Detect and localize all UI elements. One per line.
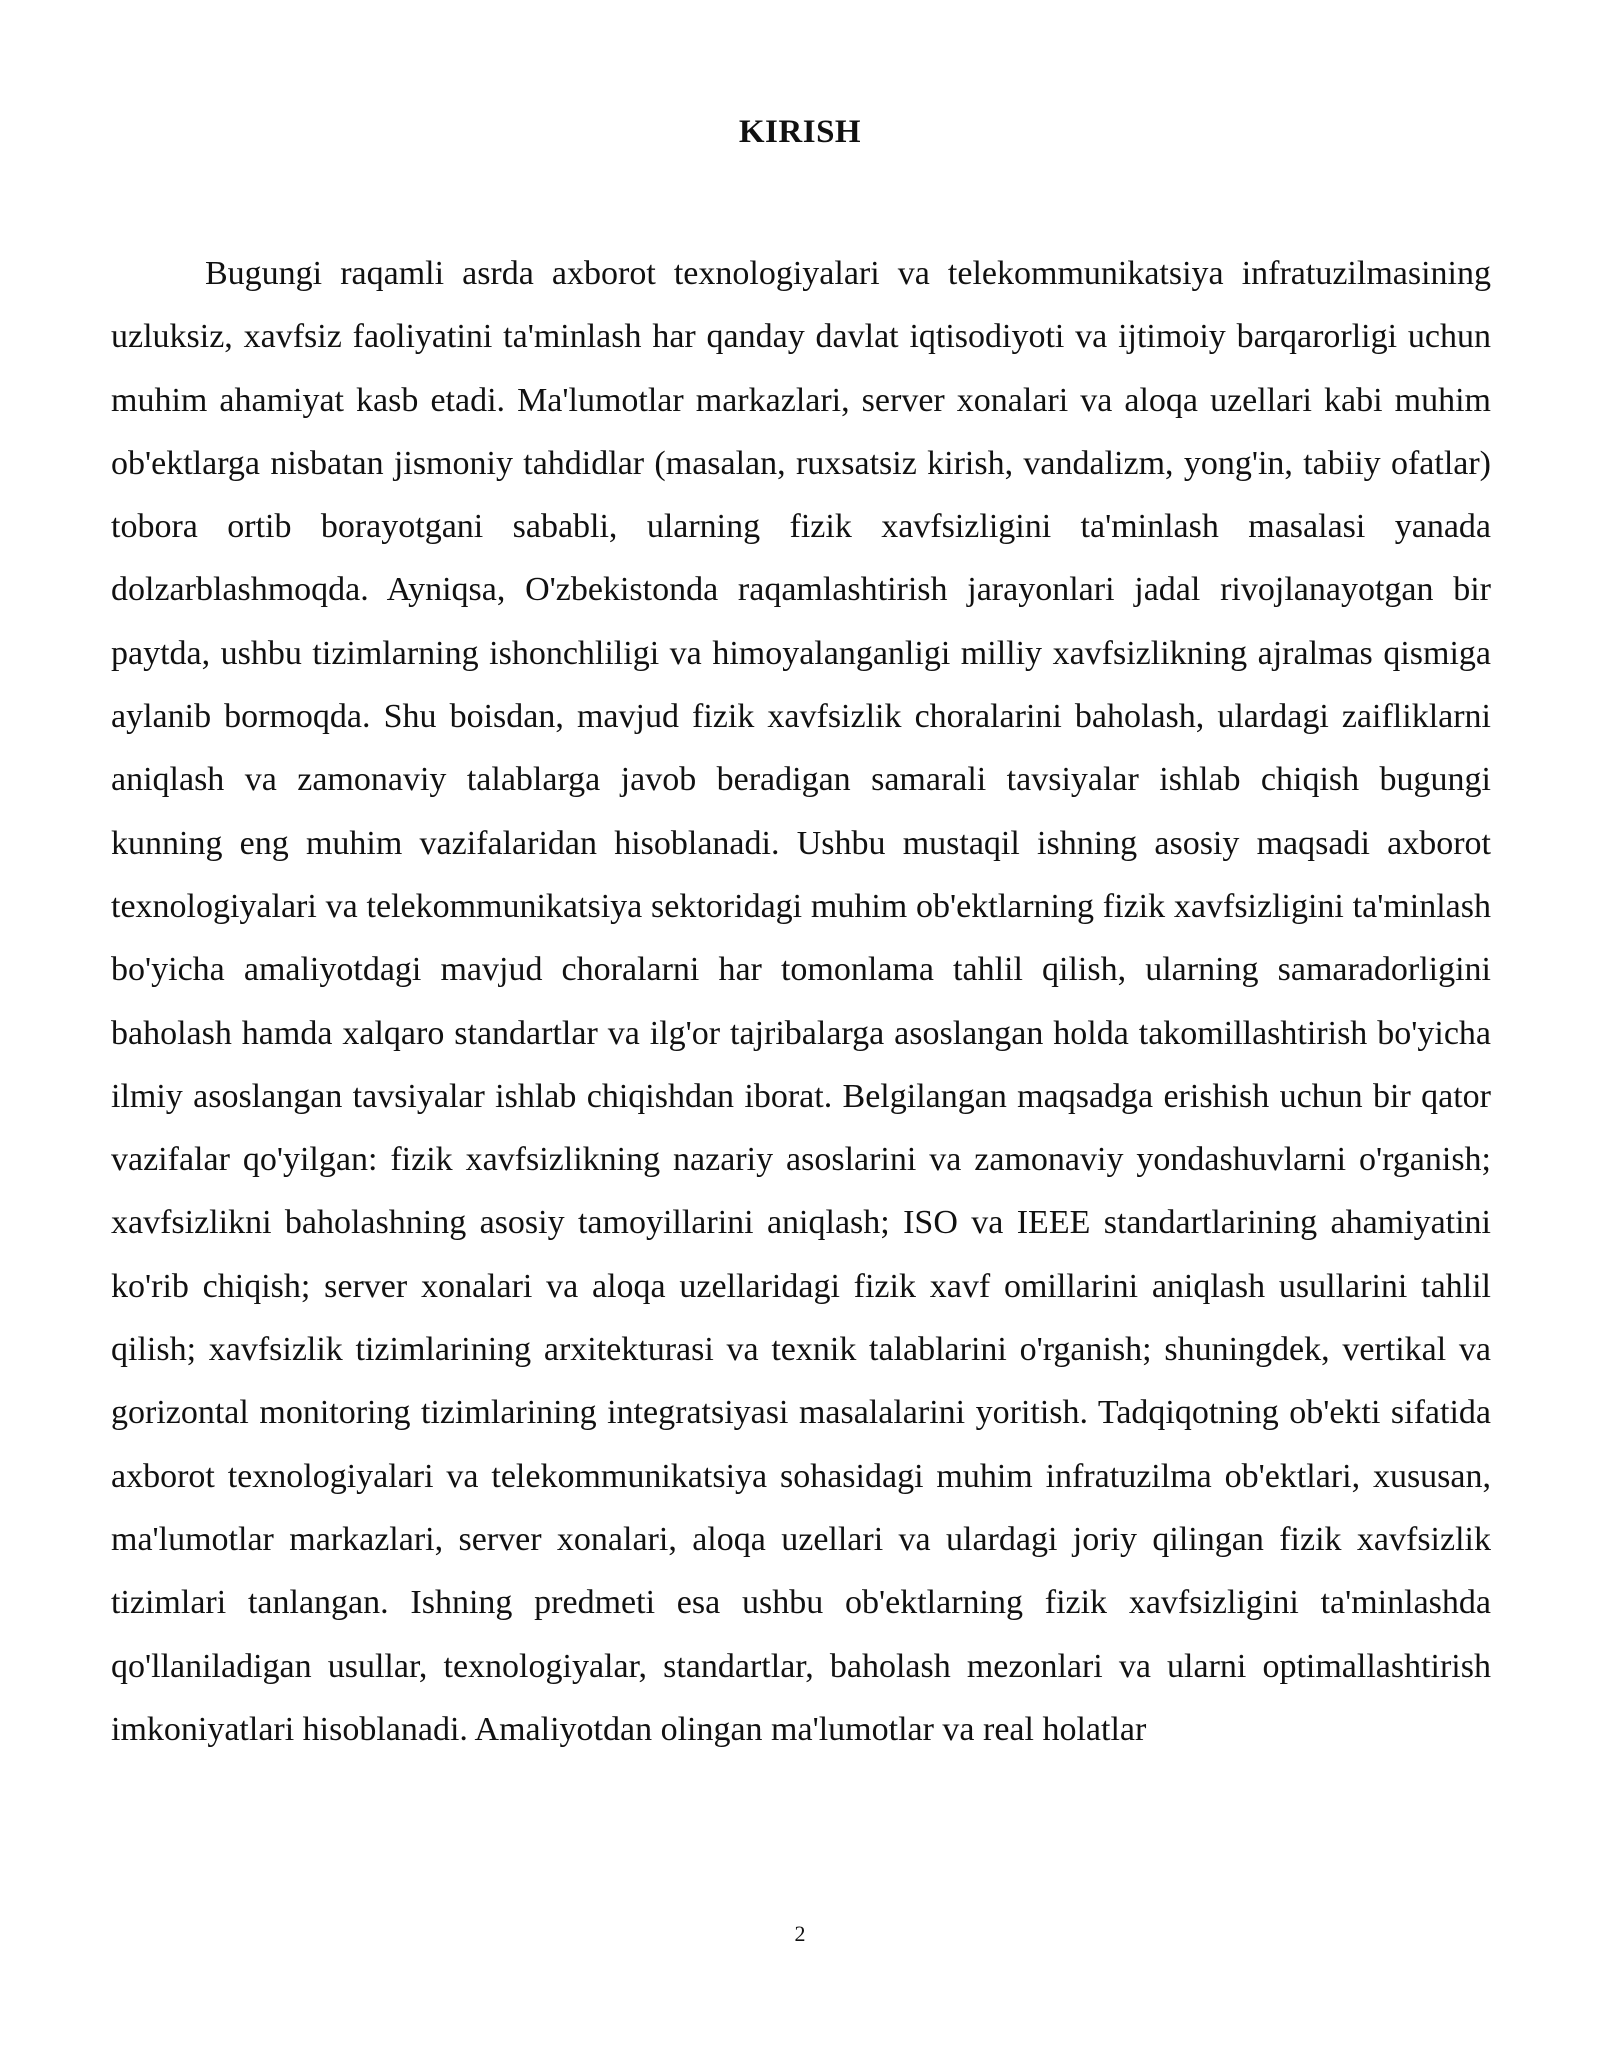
body-paragraph: Bugungi raqamli asrda axborot texnologiyalari va telekommunikatsiya infratuzilmasining uzluksiz, xavfsiz faoliyatini ta'minlash har qanday davlat iqtisodiyoti va ijtimoiy barqarorligi uchun muhim ahamiyat kasb etadi. Ma'lumotlar markazlari, server xonalari va aloqa uzellari kabi muhim ob'ektlarga nisbatan jismoniy tahdidlar (masalan, ruxsatsiz kirish, vandalizm, yong'in, tabiiy ofatlar) tobora ortib borayotgani sababli, ularning fizik xavfsizligini ta'minlash masalasi yanada dolzarblashmoqda. Ayniqsa, O'zbekistonda raqamlashtirish jarayonlari jadal rivojlanayotgan bir paytda, ushbu tizimlarning ishonchliligi va himoyalanganligi milliy xavfsizlikning ajralmas qismiga aylanib bormoqda. Shu boisdan, mavjud fizik xavfsizlik choralarini baholash, ulardagi zaifliklarni aniqlash va zamonaviy talablarga javob beradigan samarali tavsiyalar ishlab chiqish bugungi kunning eng muhim vazifalaridan hisoblanadi. Ushbu mustaqil ishning asosiy maqsadi axborot texnologiyalari va telekommunikatsiya sektoridagi muhim ob'ektlarning fizik xavfsizligini ta'minlash bo'yicha amaliyotdagi mavjud choralarni har tomonlama tahlil qilish, ularning samaradorligini baholash hamda xalqaro standartlar va ilg'or tajribalarga asoslangan holda takomillashtirish bo'yicha ilmiy asoslangan tavsiyalar ishlab chiqishdan iborat. Belgilangan maqsadga erishish uchun bir qator vazifalar qo'yilgan: fizik xavfsizlikning nazariy asoslarini va zamonaviy yondashuvlarni o'rganish; xavfsizlikni baholashning asosiy tamoyillarini aniqlash; ISO va IEEE standartlarining ahamiyatini ko'rib chiqish; server xonalari va aloqa uzellaridagi fizik xavf omillarini aniqlash usullarini tahlil qilish; xavfsizlik tizimlarining arxitekturasi va texnik talablarini o'rganish; shuningdek, vertikal va gorizontal monitoring tizimlarining integratsiyasi masalalarini yoritish. Tadqiqotning ob'ekti sifatida axborot texnologiyalari va telekommunikatsiya sohasidagi muhim infratuzilma ob'ektlari, xususan, ma'lumotlar markazlari, server xonalari, aloqa uzellari va ulardagi joriy qilingan fizik xavfsizlik tizimlari tanlangan. Ishning predmeti esa ushbu ob'ektlarning fizik xavfsizligini ta'minlashda qo'llaniladigan usullar, texnologiyalar, standartlar, baholash mezonlari va ularni optimallashtirish imkoniyatlari hisoblanadi. Amaliyotdan olingan ma'lumotlar va real holatlar [111,255,1491,1748]
page-title: KIRISH [738,114,862,150]
page-number: 2 [794,1921,806,1946]
